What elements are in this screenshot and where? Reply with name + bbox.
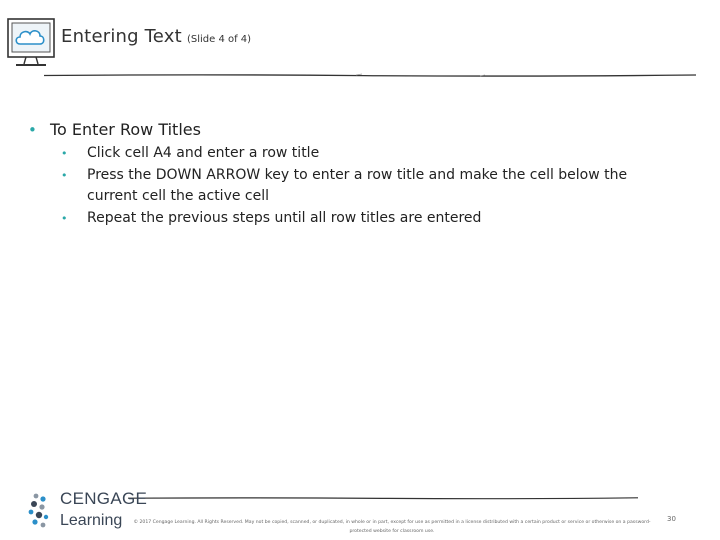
sub-bullet-text: Click cell A4 and enter a row title: [87, 145, 320, 161]
sub-bullet-marker: •: [61, 211, 68, 225]
sub-bullet-item: [61, 143, 688, 165]
logo-text-cengage: CENGAGE: [60, 489, 148, 508]
bullet-list: [28, 119, 688, 229]
slide-title: [61, 26, 251, 47]
title-subtitle: (Slide 4 of 4): [186, 34, 252, 45]
sub-bullet-text: Press the DOWN ARROW key to enter a row title and make the cell below the current cell the active cell: [87, 166, 628, 204]
logo-text-learning: Learning: [60, 512, 123, 529]
sub-bullet-item: [61, 208, 688, 230]
cengage-logo-mark-icon: [26, 490, 56, 532]
cengage-logo: [26, 488, 148, 536]
copyright-notice: © 2017 Cengage Learning. All Rights Reserved. May not be copied, scanned, or duplicated, in whole or in part, except for use as permitted in a license distributed with a certain product or service or otherwise on a password-protected website for classroom use.: [133, 520, 651, 534]
header-divider: [44, 70, 696, 80]
sub-bullet-item: [61, 165, 688, 208]
footer-divider: [128, 494, 638, 502]
bullet-text: To Enter Row Titles: [50, 120, 201, 139]
sub-bullet-marker: •: [61, 168, 68, 182]
sub-bullet-marker: •: [61, 147, 68, 160]
page-number: 30: [667, 515, 676, 523]
sub-bullet-text: Repeat the previous steps until all row titles are entered: [87, 209, 482, 226]
sub-bullet-list: [28, 143, 688, 229]
bullet-marker: •: [28, 121, 37, 139]
bullet-item: [28, 119, 688, 141]
title-text: Entering Text: [61, 26, 182, 47]
cloud-monitor-icon: [6, 17, 56, 69]
